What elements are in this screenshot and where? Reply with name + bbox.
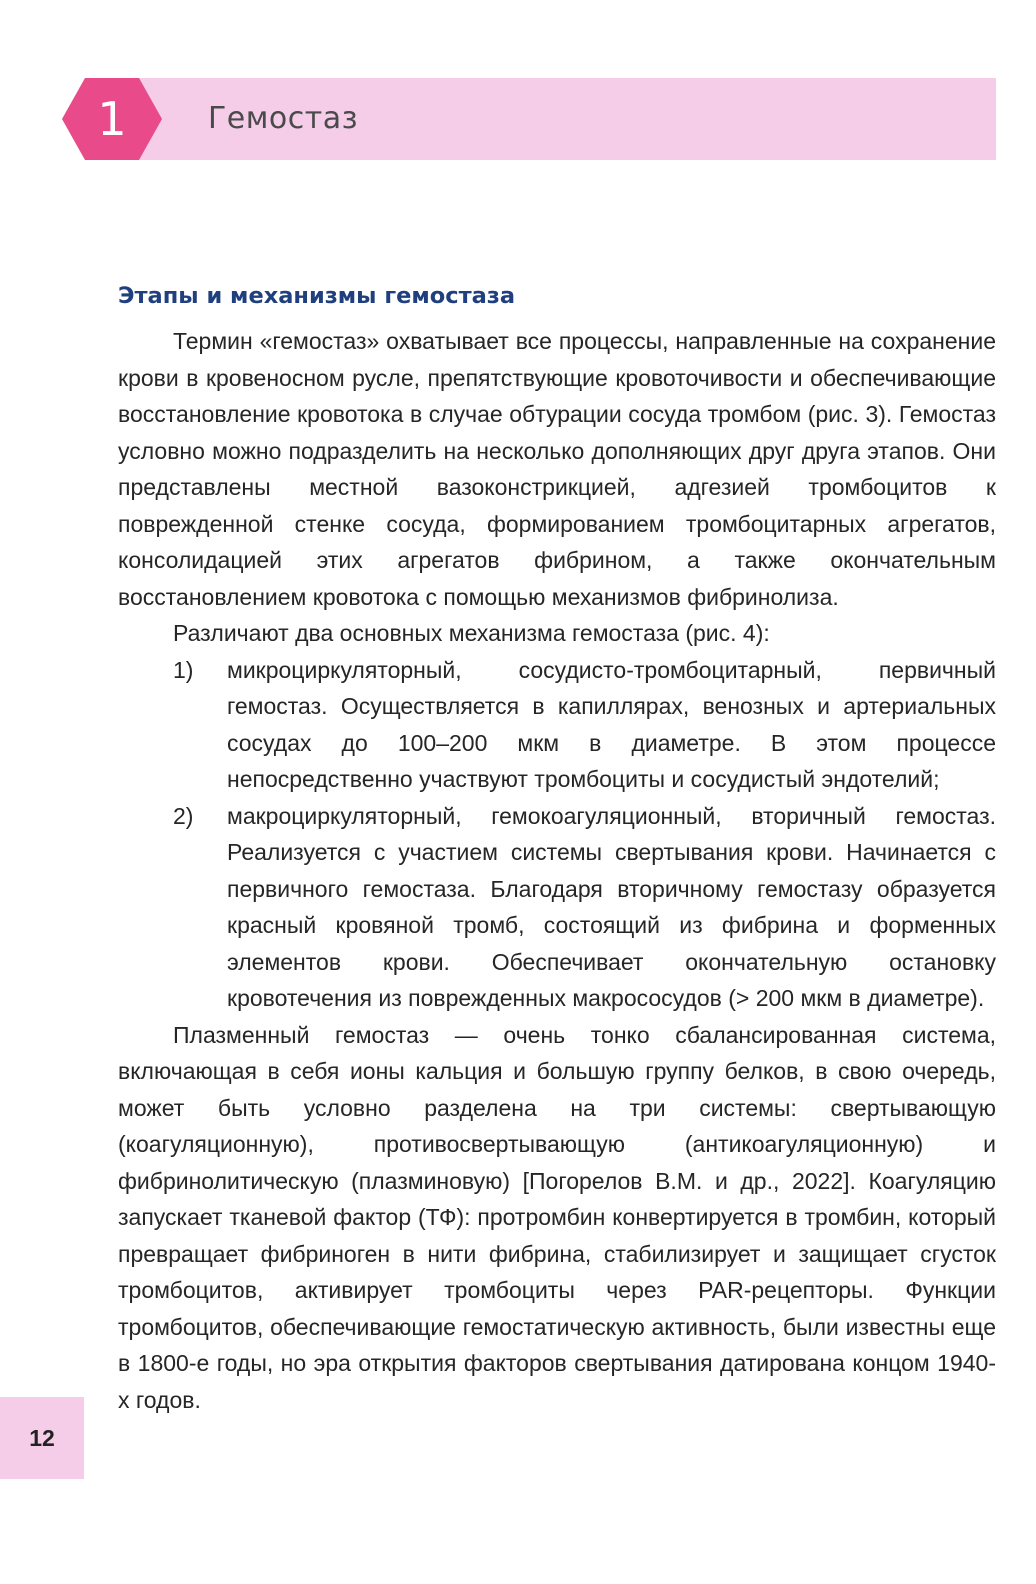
list-item <box>118 652 996 798</box>
page-number: 12 <box>29 1425 55 1451</box>
chapter-number: 1 <box>97 92 127 146</box>
mechanisms-list <box>118 652 996 1017</box>
list-item-text: микроциркуляторный, сосудисто-тромбоцитарный, первичный гемостаз. Осуществляется в капиллярах, венозных и артериальных сосудах до 100–200 мкм в диаметре. В этом процессе непосредственно участвуют тромбоциты и сосудистый эндотелий; <box>227 656 996 792</box>
page-body <box>118 323 996 1418</box>
paragraph-mechanisms-lead: Различают два основных механизма гемостаза (рис. 4): <box>173 620 770 646</box>
list-item-marker: 1) <box>173 656 194 683</box>
chapter-title: Гемостаз <box>208 101 359 136</box>
section-heading: Этапы и механизмы гемостаза <box>118 283 516 309</box>
list-item <box>118 798 996 1017</box>
paragraph-plasma-hemostasis: Плазменный гемостаз — очень тонко сбалансированная система, включающая в себя ионы кальция и большую группу белков, в свою очередь, может быть условно разделена на три системы: свертывающую (коагуляционную), противосвертывающую (антикоагуляционную) и фибринолитическую (плазминовую) [Погорелов В.М. и др., 2022]. Коагуляцию запускает тканевой фактор (ТФ): протромбин конвертируется в тромбин, который превращает фибриноген в нити фибрина, стабилизирует и защищает сгусток тромбоцитов, активирует тромбоциты через PAR-рецепторы. Функции тромбоцитов, обеспечивающие гемостатическую активность, были известны еще в 1800-е годы, но эра открытия факторов свертывания датирована концом 1940-х годов. <box>118 1021 996 1413</box>
list-item-text: макроциркуляторный, гемокоагуляционный, вторичный гемостаз. Реализуется с участием системы свертывания крови. Начинается с первичного гемостаза. Благодаря вторичному гемостазу образуется красный кровяной тромб, состоящий из фибрина и форменных элементов крови. Обеспечивает окончательную остановку кровотечения из поврежденных макрососудов (> 200 мкм в диаметре). <box>227 802 996 1011</box>
paragraph-intro: Термин «гемостаз» охватывает все процессы, направленные на сохранение крови в кровеносном русле, препятствующие кровоточивости и обеспечивающие восстановление кровотока в случае обтурации сосуда тромбом (рис. 3). Гемостаз условно можно подразделить на несколько дополняющих друг друга этапов. Они представлены местной вазоконстрикцией, адгезией тромбоцитов к поврежденной стенке сосуда, формированием тромбоцитарных агрегатов, консолидацией этих агрегатов фибрином, а также окончательным восстановлением кровотока с помощью механизмов фибринолиза. <box>118 328 996 610</box>
list-item-marker: 2) <box>173 802 194 829</box>
